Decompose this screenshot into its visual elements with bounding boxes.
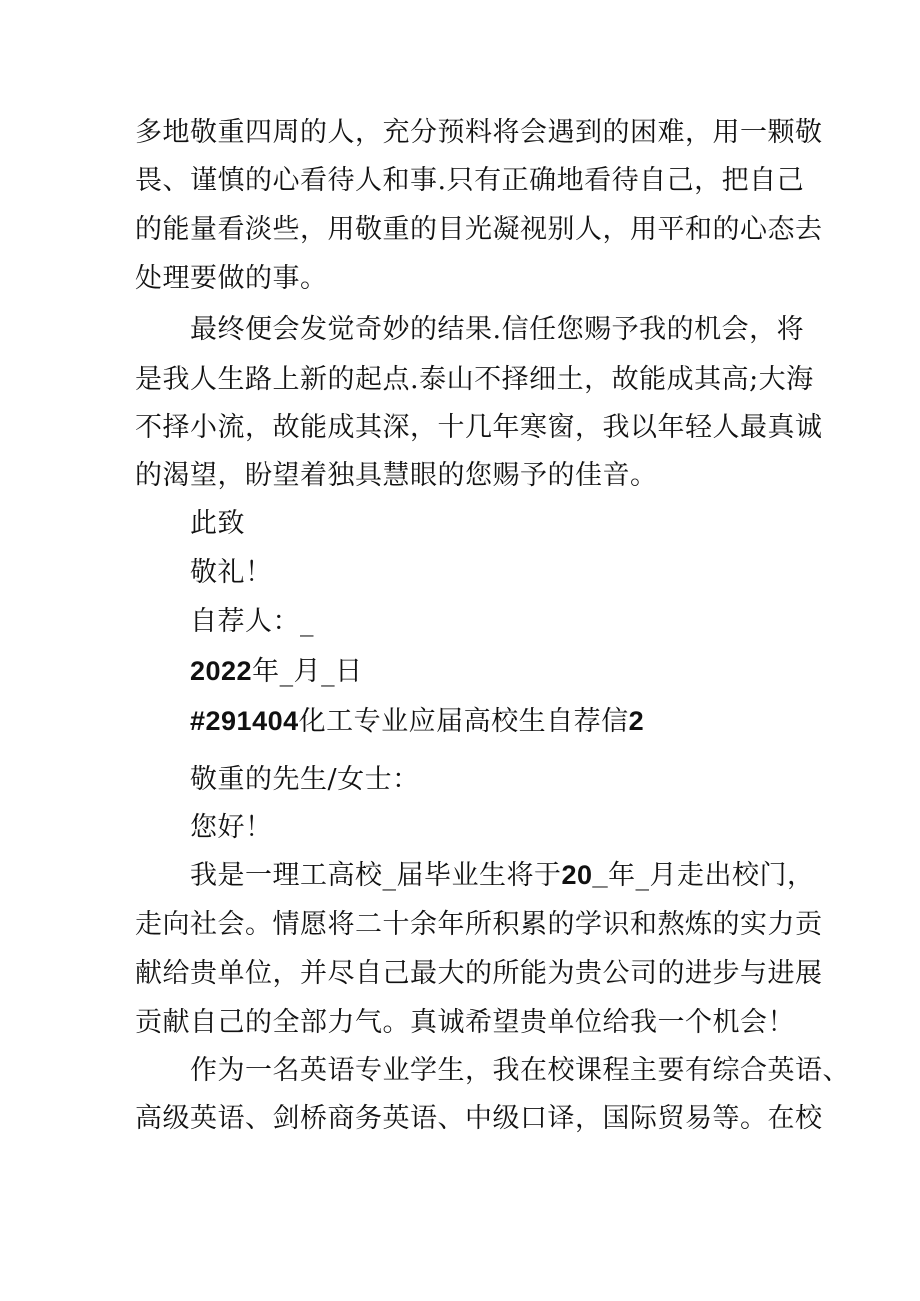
text-segment: 我是一理工高校_届毕业生将于 [190,860,562,891]
closing-regards: 敬礼！ [190,557,273,588]
text-segment: 年_月走出校门， [608,860,815,891]
paragraph-line: 处理要做的事。 [135,263,328,294]
heading-number: #291404 [190,706,299,736]
date-rest: 年_月_日 [252,656,363,687]
paragraph-line: 多地敬重四周的人，充分预料将会遇到的困难，用一颗敬 [135,117,823,148]
paragraph-line: 的能量看淡些，用敬重的目光凝视别人，用平和的心态去 [135,214,823,245]
paragraph-line: 畏、谨慎的心看待人和事.只有正确地看待自己，把自己 [135,165,805,196]
paragraph-line: 的渴望，盼望着独具慧眼的您赐予的佳音。 [135,460,658,491]
paragraph-line: 不择小流，故能成其深，十几年寒窗，我以年轻人最真诚 [135,412,823,443]
paragraph-line: 是我人生路上新的起点.泰山不择细土，故能成其高;大海 [135,364,814,395]
date-year: 2022 [190,656,253,686]
paragraph-line: 高级英语、剑桥商务英语、中级口译，国际贸易等。在校 [135,1103,823,1134]
paragraph-line [190,857,815,894]
paragraph-line: 走向社会。情愿将二十余年所积累的学识和熬炼的实力贡 [135,909,823,940]
paragraph-line: 贡献自己的全部力气。真诚希望贵单位给我一个机会！ [135,1007,795,1038]
letter-greeting: 敬重的先生/女士： [190,764,420,795]
closing-salutation: 此致 [190,508,245,539]
date-line [190,653,363,690]
heading-index: 2 [628,706,645,736]
signer-line: 自荐人：_ [190,606,314,637]
paragraph-line: 献给贵单位，并尽自己最大的所能为贵公司的进步与进展 [135,958,823,989]
letter-hello: 您好！ [190,812,273,843]
heading-title: 化工专业应届高校生自荐信 [298,706,629,737]
section-heading [190,703,644,740]
paragraph-line: 作为一名英语专业学生，我在校课程主要有综合英语、 [190,1055,850,1086]
paragraph-line: 最终便会发觉奇妙的结果.信任您赐予我的机会，将 [190,314,805,345]
year-number: 20_ [561,860,609,890]
